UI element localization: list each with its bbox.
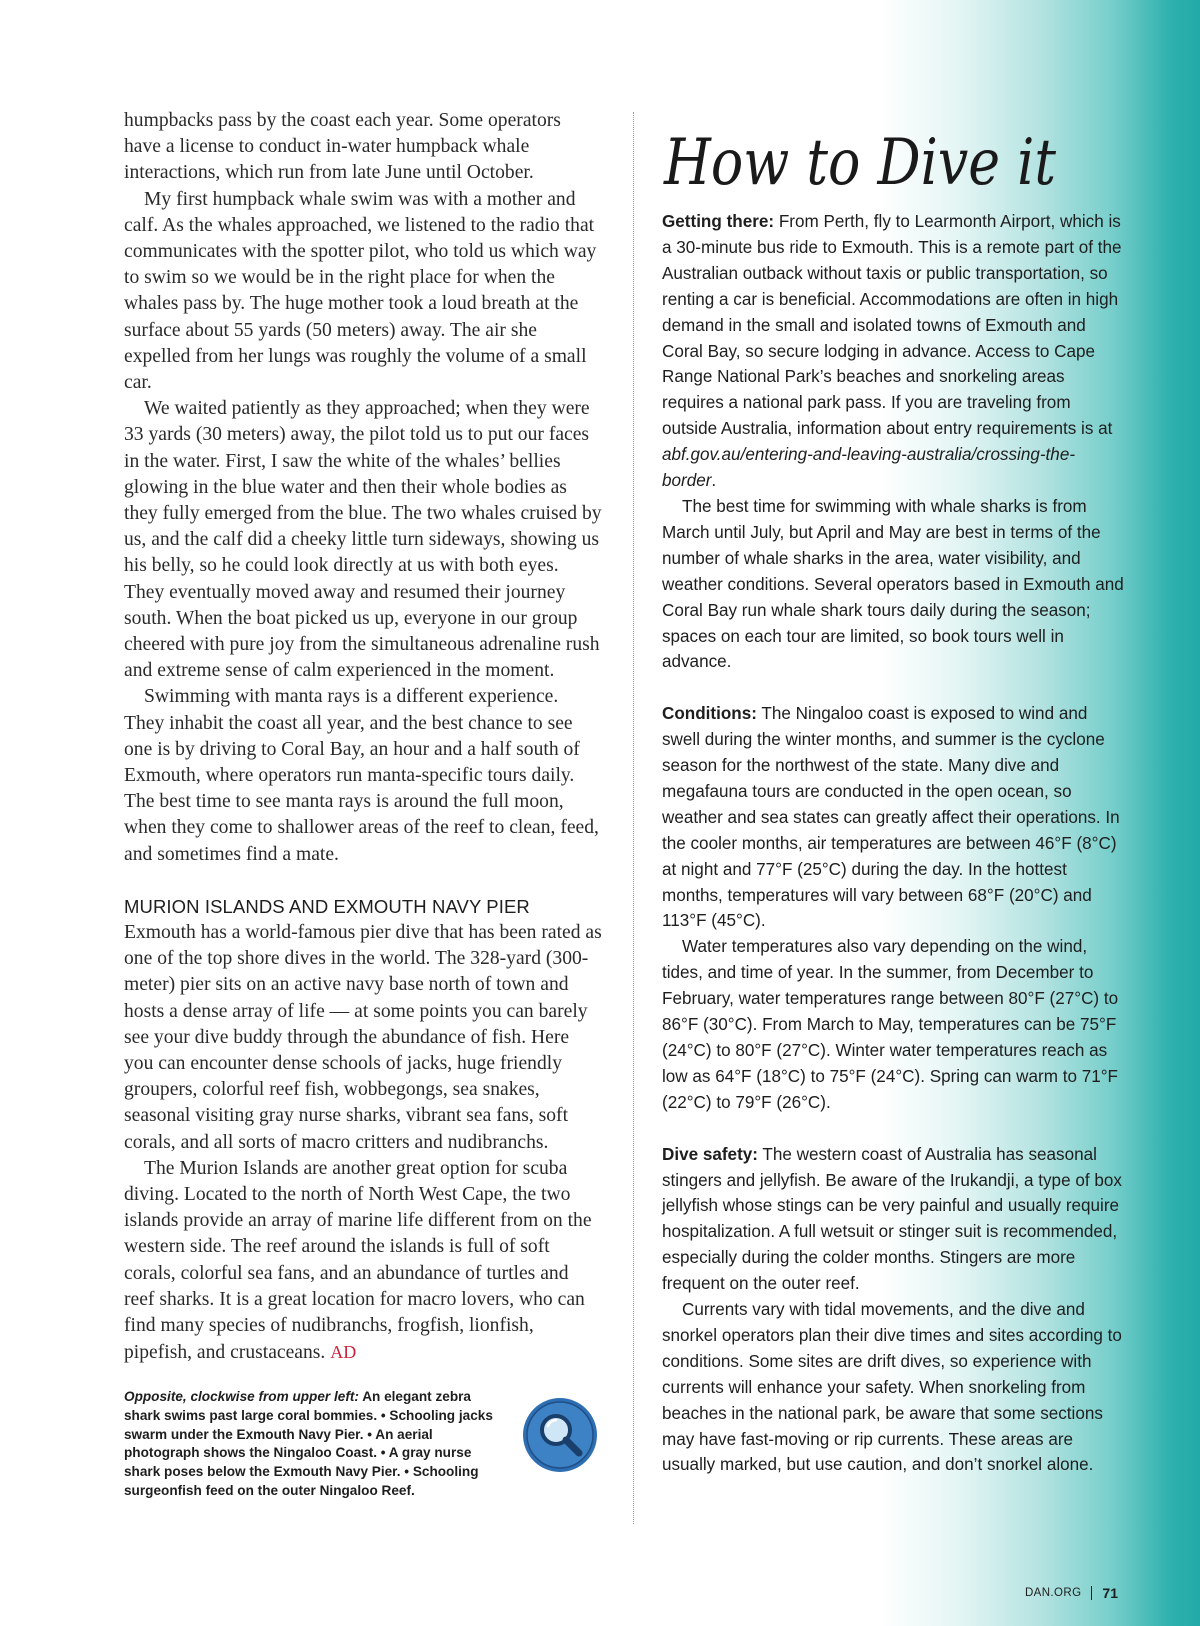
getting-there-text: From Perth, fly to Learmonth Airport, which is a 30-minute bus ride to Exmouth. This is a remote part of the Australian outback without taxis or public transportation, so renting a car is beneficial. Accommodations are often in high demand in the small and isolated towns of Exmouth and Coral Bay, so secure lodging in advance. Access to Cape Range National Park’s beaches and snorkeling areas requires a national park pass. If you are traveling from outside Australia, information about entry requirements is at xyxy=(662,212,1122,439)
page-footer xyxy=(1025,1585,1118,1601)
dive-safety-label: Dive safety: xyxy=(662,1144,758,1164)
getting-there-label: Getting there: xyxy=(662,212,775,231)
sidebar-title-text: How to Dive it xyxy=(663,126,1057,200)
end-mark: AD xyxy=(330,1342,357,1363)
dive-safety-paragraph xyxy=(662,1142,1124,1297)
column-divider xyxy=(633,112,634,1524)
border-info-link[interactable]: abf.gov.au/entering-and-leaving-australia/crossing-the-border xyxy=(662,445,1076,491)
body-paragraph: Swimming with manta rays is a different experience. They inhabit the coast all year, and the best chance to see one is by driving to Coral Bay, an hour and a half south of Exmouth, where operators run manta-specific tours daily. The best time to see manta rays is around the full moon, when they come to shallower areas of the reef to clean, feed, and sometimes find a mate. xyxy=(124,686,599,865)
closing-paragraph-text: The Murion Islands are another great option for scuba diving. Located to the north of North West Cape, the two islands provide an array of marine life different from on the western side. The reef around the islands is full of soft corals, colorful sea fans, and an abundance of turtles and reef sharks. It is a great location for macro lovers, who can find many species of nudibranchs, frogfish, lionfish, pipefish, and crustaceans. xyxy=(124,1157,592,1364)
footer-site: DAN.ORG xyxy=(1024,1587,1082,1599)
sidebar-title xyxy=(662,118,1082,208)
main-article-column xyxy=(124,108,602,1366)
section-heading: MURION ISLANDS AND EXMOUTH NAVY PIER xyxy=(124,895,530,917)
getting-there-paragraph xyxy=(662,209,1124,494)
body-paragraph: My first humpback whale swim was with a mother and calf. As the whales approached, we listened to the radio that communicates with the spotter pilot, who told us which way to swim so we would be in the right place for when the whales pass by. The huge mother took a loud breath at the surface about 55 yards (50 meters) away. The air she expelled from her lungs was roughly the volume of a small car. xyxy=(124,188,597,394)
currents-paragraph: Currents vary with tidal movements, and the dive and snorkel operators plan their dive times and sites according to conditions. Some sites are drift dives, so experience with currents will enhance your safety. When snorkeling from beaches in the national park, be aware that some sections may have fast-moving or rip currents. These areas are usually marked, but use caution, and don’t snorkel alone. xyxy=(662,1300,1122,1475)
sidebar-how-to-dive xyxy=(662,209,1124,1478)
caption-text: An elegant zebra shark swims past large coral bommies. • Schooling jacks swarm under the Exmouth Navy Pier. • An aerial photograph shows the Ningaloo Coast. • A gray nurse shark poses below the Exmouth Navy Pier. • Schooling surgeonfish feed on the outer Ningaloo Reef. xyxy=(124,1389,493,1498)
body-paragraph: Exmouth has a world-famous pier dive that has been rated as one of the top shore dives in the world. The 328-yard (300-meter) pier sits on an active navy base north of town and hosts a dense array of life — at some points you can barely see your dive buddy through the abundance of fish. Here you can encounter dense schools of jacks, huge friendly groupers, colorful reef fish, wobbegongs, sea snakes, seasonal visiting gray nurse sharks, vibrant sea fans, soft corals, and all sorts of macro critters and nudibranchs. xyxy=(124,921,602,1153)
body-paragraph xyxy=(124,1156,602,1367)
conditions-paragraph xyxy=(662,701,1124,934)
photo-caption xyxy=(124,1388,496,1501)
body-paragraph: We waited patiently as they approached; when they were 33 yards (30 meters) away, the pilot told us to put our faces in the water. First, I saw the white of the whales’ bellies glowing in the blue water and then their whole bodies as they fully emerged from the blue. The two whales cruised by us, and the calf did a cheeky little turn sideways, showing us his belly, so he could look directly at us with both eyes. They eventually moved away and resumed their journey south. When the boat picked us up, everyone in our group cheered with pure joy from the simultaneous adrenaline rush and extreme sense of calm experienced in the moment. xyxy=(124,398,602,682)
conditions-label: Conditions: xyxy=(662,704,757,724)
magnifier-icon[interactable] xyxy=(521,1396,599,1474)
sentence-end: . xyxy=(711,471,717,491)
footer-separator xyxy=(1091,1586,1092,1600)
body-paragraph: humpbacks pass by the coast each year. Some operators have a license to conduct in-water humpback whale interactions, which run from late June until October. xyxy=(124,110,561,184)
caption-lead: Opposite, clockwise from upper left: xyxy=(124,1389,359,1404)
dive-safety-text: The western coast of Australia has seasonal stingers and jellyfish. Be aware of the Irukandji, a type of box jellyfish whose stings can be very painful and usually require hospitalization. A full wetsuit or stinger suit is recommended, especially during the colder months. Stingers are more frequent on the outer reef. xyxy=(662,1144,1122,1294)
conditions-text: The Ningaloo coast is exposed to wind and swell during the winter months, and summer is the cyclone season for the northwest of the state. Many dive and megafauna tours are conducted in the open ocean, so weather and sea states can greatly affect their operations. In the cooler months, air temperatures are between 46°F (8°C) at night and 77°F (25°C) during the day. In the hottest months, temperatures will vary between 68°F (20°C) and 113°F (45°C). xyxy=(662,704,1120,931)
page-number: 71 xyxy=(1102,1585,1118,1601)
water-temperature-paragraph: Water temperatures also vary depending on the wind, tides, and time of year. In the summer, from December to February, water temperatures range between 80°F (27°C) to 86°F (30°C). From March to May, temperatures can be 75°F (24°C) to 80°F (27°C). Winter water temperatures reach as low as 64°F (18°C) to 75°F (24°C). Spring can warm to 71°F (22°C) to 79°F (26°C). xyxy=(662,937,1119,1112)
whale-shark-season-paragraph: The best time for swimming with whale sharks is from March until July, but April and May are best in terms of the number of whale sharks in the area, water visibility, and weather conditions. Several operators based in Exmouth and Coral Bay run whale shark tours daily during the season; spaces on each tour are limited, so book tours well in advance. xyxy=(662,496,1124,672)
